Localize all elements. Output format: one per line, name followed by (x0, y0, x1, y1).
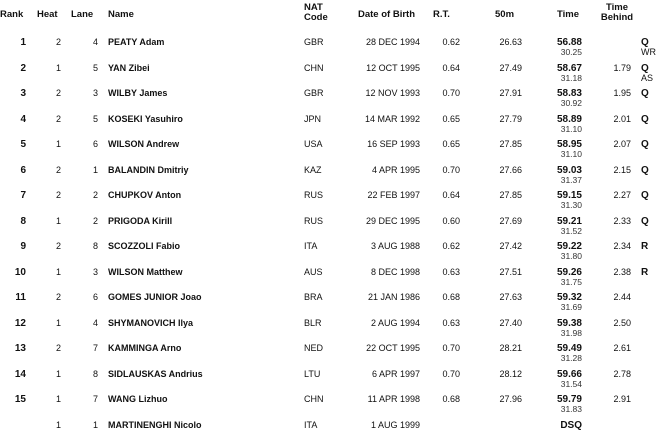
date-of-birth-cell: 1 AUG 1999 (370, 419, 420, 430)
final-time-cell: 59.21 (556, 215, 582, 227)
reaction-time-cell: 0.65 (442, 113, 460, 124)
date-of-birth-cell: 8 DEC 1998 (370, 266, 420, 277)
split-50m-cell: 27.69 (499, 215, 522, 226)
split-50m-cell: 28.21 (499, 343, 522, 353)
athlete-name: PEATY Adam (108, 37, 165, 47)
date-of-birth-cell: 4 APR 1995 (371, 164, 420, 175)
heat-cell: 2 (55, 113, 61, 124)
athlete-name: WILSON Matthew (108, 266, 183, 277)
lane-cell: 1 (92, 419, 98, 430)
final-time-cell: 58.83 (556, 88, 582, 99)
split-50m-cell: 27.40 (499, 317, 522, 328)
split-50m-cell: 27.66 (499, 164, 522, 175)
header-name: Name (108, 9, 134, 20)
reaction-time-cell: 0.68 (442, 394, 460, 404)
heat-cell: 1 (55, 394, 61, 404)
heat-cell: 2 (55, 37, 61, 47)
split-second-50m-cell: 31.98 (560, 327, 582, 338)
date-of-birth-cell: 6 APR 1997 (371, 368, 420, 379)
lane-cell: 4 (92, 317, 98, 328)
split-50m-cell: 27.85 (499, 139, 522, 149)
split-second-50m-cell: 31.52 (560, 225, 582, 236)
qualification-mark: R (641, 241, 649, 252)
rank-cell: 4 (20, 113, 26, 125)
nat-code-cell: NED (304, 343, 324, 353)
nat-code-cell: ITA (304, 419, 318, 430)
time-behind-cell: 2.15 (613, 164, 631, 175)
athlete-name: SIDLAUSKAS Andrius (108, 368, 203, 379)
time-behind-cell: 2.78 (613, 368, 631, 379)
time-behind-cell: 2.07 (613, 139, 631, 149)
lane-cell: 1 (92, 164, 98, 175)
reaction-time-cell: 0.63 (442, 317, 460, 328)
split-50m-cell: 27.51 (499, 266, 522, 277)
lane-cell: 2 (92, 215, 98, 226)
rank-cell: 2 (20, 62, 26, 74)
reaction-time-cell: 0.65 (442, 139, 460, 149)
rank-cell: 1 (20, 37, 26, 48)
nat-code-cell: BLR (304, 317, 322, 328)
date-of-birth-cell: 12 NOV 1993 (365, 88, 420, 98)
qualification-mark: Q (641, 113, 649, 125)
time-behind-cell: 2.27 (613, 190, 631, 200)
time-behind-cell: 2.50 (613, 317, 631, 328)
athlete-name: WANG Lizhuo (108, 394, 168, 404)
athlete-name: YAN Zibei (108, 62, 150, 73)
qualification-mark: Q (641, 88, 649, 99)
rank-cell: 10 (14, 266, 26, 278)
reaction-time-cell: 0.60 (442, 215, 460, 226)
split-second-50m-cell: 31.80 (560, 251, 582, 261)
lane-cell: 7 (92, 394, 98, 404)
split-50m-cell: 27.49 (499, 62, 522, 73)
athlete-name: GOMES JUNIOR Joao (108, 292, 202, 302)
date-of-birth-cell: 11 APR 1998 (367, 394, 420, 404)
final-time-cell: 59.66 (556, 368, 582, 380)
lane-cell: 4 (92, 37, 98, 47)
split-50m-cell: 26.63 (499, 37, 522, 47)
heat-cell: 2 (55, 164, 61, 175)
rank-cell: 3 (20, 88, 26, 99)
final-time-cell: 58.89 (556, 113, 582, 125)
athlete-name: BALANDIN Dmitriy (108, 164, 189, 175)
athlete-name: MARTINENGHI Nicolo (108, 419, 202, 430)
split-second-50m-cell: 30.92 (560, 98, 582, 108)
split-second-50m-cell: 31.54 (560, 378, 582, 389)
split-50m-cell: 27.63 (499, 292, 522, 302)
date-of-birth-cell: 22 FEB 1997 (367, 190, 420, 200)
final-time-cell: 59.03 (556, 164, 582, 176)
reaction-time-cell: 0.70 (442, 88, 460, 98)
rank-cell: 5 (20, 139, 26, 150)
date-of-birth-cell: 29 DEC 1995 (365, 215, 420, 226)
time-behind-cell: 1.95 (613, 88, 631, 98)
final-time-cell: 59.38 (556, 317, 582, 329)
qualification-mark: Q (641, 62, 649, 74)
split-second-50m-cell: 31.69 (560, 302, 582, 312)
lane-cell: 8 (92, 241, 98, 251)
reaction-time-cell: 0.70 (442, 164, 460, 175)
time-behind-cell: 2.33 (613, 215, 631, 226)
athlete-name: SCOZZOLI Fabio (108, 241, 180, 251)
final-time-cell: DSQ (560, 419, 582, 431)
heat-cell: 2 (55, 190, 61, 200)
final-time-cell: 59.49 (556, 343, 582, 354)
rank-cell: 14 (14, 368, 26, 380)
heat-cell: 1 (55, 266, 61, 277)
rank-cell: 15 (14, 394, 26, 405)
split-second-50m-cell: 31.83 (560, 404, 582, 414)
date-of-birth-cell: 14 MAR 1992 (364, 113, 420, 124)
final-time-cell: 59.79 (556, 394, 582, 405)
header-time: Time (557, 9, 580, 20)
reaction-time-cell: 0.70 (442, 343, 460, 353)
heat-cell: 2 (55, 292, 61, 302)
heat-cell: 1 (55, 368, 61, 379)
lane-cell: 2 (92, 190, 98, 200)
header-heat: Heat (37, 9, 58, 20)
date-of-birth-cell: 28 DEC 1994 (365, 37, 420, 47)
athlete-name: WILSON Andrew (108, 139, 180, 149)
header-date-of-birth: Date of Birth (358, 9, 415, 20)
qualification-mark: Q (641, 139, 649, 150)
rank-cell: 7 (20, 190, 26, 201)
date-of-birth-cell: 16 SEP 1993 (367, 139, 420, 149)
heat-cell: 1 (55, 419, 61, 430)
nat-code-cell: LTU (304, 368, 321, 379)
athlete-name: KAMMINGA Arno (108, 343, 182, 353)
date-of-birth-cell: 21 JAN 1986 (367, 292, 420, 302)
header-rank: Rank (0, 9, 24, 20)
split-second-50m-cell: 31.75 (560, 276, 582, 287)
lane-cell: 6 (92, 139, 98, 149)
time-behind-cell: 1.79 (613, 62, 631, 73)
qualification-mark: R (641, 266, 649, 278)
split-second-50m-cell: 31.37 (560, 174, 582, 185)
heat-cell: 2 (55, 88, 61, 98)
athlete-name: PRIGODA Kirill (108, 215, 173, 226)
qualification-mark: Q (641, 190, 649, 201)
split-second-50m-cell: 31.10 (560, 123, 582, 134)
lane-cell: 5 (92, 113, 98, 124)
record-mark: AS (641, 72, 654, 83)
heat-cell: 1 (55, 139, 61, 149)
lane-cell: 7 (92, 343, 98, 353)
date-of-birth-cell: 22 OCT 1995 (366, 343, 420, 353)
nat-code-cell: RUS (304, 215, 324, 226)
rank-cell: 9 (20, 241, 26, 252)
split-second-50m-cell: 31.30 (560, 200, 582, 210)
final-time-cell: 59.22 (556, 241, 582, 252)
athlete-name: SHYMANOVICH Ilya (108, 317, 194, 328)
header-50m-split: 50m (495, 9, 515, 20)
time-behind-cell: 2.61 (613, 343, 631, 353)
reaction-time-cell: 0.62 (442, 241, 460, 251)
date-of-birth-cell: 12 OCT 1995 (366, 62, 420, 73)
lane-cell: 3 (92, 88, 98, 98)
reaction-time-cell: 0.64 (442, 62, 460, 73)
final-time-cell: 58.95 (556, 139, 582, 150)
rank-cell: 12 (14, 317, 26, 329)
athlete-name: KOSEKI Yasuhiro (108, 113, 183, 124)
reaction-time-cell: 0.70 (442, 368, 460, 379)
reaction-time-cell: 0.62 (442, 37, 460, 47)
final-time-cell: 56.88 (556, 37, 582, 48)
qualification-mark: Q (641, 37, 649, 48)
nat-code-cell: USA (304, 139, 323, 149)
athlete-name: CHUPKOV Anton (108, 190, 182, 200)
nat-code-cell: RUS (304, 190, 324, 200)
final-time-cell: 59.15 (556, 190, 582, 201)
nat-code-cell: CHN (304, 62, 324, 73)
qualification-mark: Q (641, 164, 649, 176)
time-behind-cell: 2.91 (613, 394, 631, 404)
time-behind-cell: 2.38 (613, 266, 631, 277)
split-second-50m-cell: 31.18 (560, 72, 582, 83)
split-50m-cell: 27.79 (499, 113, 522, 124)
rank-cell: 11 (15, 292, 26, 303)
final-time-cell: 58.67 (556, 62, 582, 74)
reaction-time-cell: 0.64 (442, 190, 460, 200)
heat-cell: 2 (55, 241, 61, 251)
split-50m-cell: 27.85 (499, 190, 522, 200)
split-50m-cell: 27.96 (499, 394, 522, 404)
lane-cell: 6 (92, 292, 98, 302)
final-time-cell: 59.32 (556, 292, 582, 303)
heat-cell: 1 (55, 215, 61, 226)
time-behind-cell: 2.44 (613, 292, 631, 302)
date-of-birth-cell: 2 AUG 1994 (370, 317, 420, 328)
heat-cell: 1 (55, 317, 61, 328)
split-second-50m-cell: 31.10 (560, 149, 582, 159)
lane-cell: 5 (92, 62, 98, 73)
athlete-name: WILBY James (108, 88, 168, 98)
qualification-mark: Q (641, 215, 649, 227)
reaction-time-cell: 0.68 (442, 292, 460, 302)
split-50m-cell: 27.91 (499, 88, 522, 98)
nat-code-cell: JPN (304, 113, 322, 124)
heat-cell: 2 (55, 343, 61, 353)
header-lane: Lane (71, 9, 94, 20)
heat-cell: 1 (55, 62, 61, 73)
time-behind-cell: 2.01 (613, 113, 631, 124)
header-nat-code: NAT Code (304, 2, 328, 23)
nat-code-cell: GBR (304, 88, 324, 98)
nat-code-cell: ITA (304, 241, 318, 251)
split-second-50m-cell: 30.25 (560, 47, 582, 57)
lane-cell: 8 (92, 368, 98, 379)
time-behind-cell: 2.34 (613, 241, 631, 251)
header-time-behind: Time Behind (600, 2, 634, 23)
rank-cell: 13 (14, 343, 26, 354)
lane-cell: 3 (92, 266, 98, 277)
nat-code-cell: GBR (304, 37, 324, 47)
final-time-cell: 59.26 (556, 266, 582, 278)
reaction-time-cell: 0.63 (442, 266, 460, 277)
rank-cell: 8 (20, 215, 26, 227)
record-mark: WR (641, 47, 656, 57)
nat-code-cell: KAZ (304, 164, 322, 175)
nat-code-cell: CHN (304, 394, 324, 404)
rank-cell: 6 (20, 164, 26, 176)
split-50m-cell: 28.12 (499, 368, 522, 379)
split-second-50m-cell: 31.28 (560, 353, 582, 363)
split-50m-cell: 27.42 (499, 241, 522, 251)
header-reaction-time: R.T. (433, 9, 450, 20)
nat-code-cell: BRA (304, 292, 323, 302)
date-of-birth-cell: 3 AUG 1988 (370, 241, 420, 251)
nat-code-cell: AUS (304, 266, 323, 277)
